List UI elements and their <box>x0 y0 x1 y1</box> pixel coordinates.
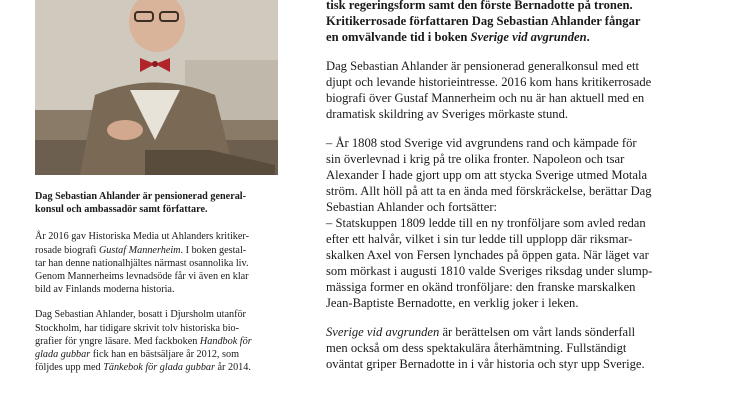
text-line: mässiga former en okänd tronföljare: den franske marskalken <box>326 280 636 294</box>
italic-title: Handbok för <box>199 335 252 347</box>
italic-title: Sverige vid avgrunden <box>326 325 440 339</box>
text-line: som mörkast i augusti 1810 valde Sveriges riksdag under slump- <box>326 264 653 278</box>
right-column <box>326 0 696 385</box>
text-line: Sverige vid avgrunden är berättelsen om vårt lands sönderfall <box>326 325 636 339</box>
text-line: följdes upp med Tänkebok för glada gubbar år 2014. <box>35 362 251 374</box>
text-line: Stockholm, har tidigare skrivit tolv historiska bio- <box>35 322 240 334</box>
text-line: Dag Sebastian Ahlander är pensionerad generalkonsul med ett <box>326 59 639 73</box>
left-paragraph-1 <box>35 230 285 296</box>
text-line: Alexander I hade gjort upp om att stycka Sverige utmed Motala <box>326 168 648 182</box>
lead-paragraph <box>326 0 696 45</box>
right-paragraph-3 <box>326 324 696 372</box>
text-line: Dag Sebastian Ahlander, bosatt i Djursholm utanför <box>35 309 246 321</box>
italic-title: glada gubbar <box>35 349 91 361</box>
italic-title: Sverige vid avgrunden <box>470 30 587 44</box>
text-line: – Statskuppen 1809 ledde till en ny tronföljare som avled redan <box>326 216 646 230</box>
text-line: tisk regeringsform samt den förste Bernadotte på tronen. <box>326 0 633 12</box>
photo-caption <box>35 190 285 216</box>
text-line: oväntat griper Bernadotte in i vår historia och styr upp Sverige. <box>326 357 645 371</box>
text-line: Sebastian Ahlander och fortsätter: <box>326 200 498 214</box>
text-line: konsul och ambassadör samt författare. <box>35 204 208 216</box>
text-line: grafier för yngre läsare. Med fackboken Handbok för <box>35 335 252 347</box>
left-paragraph-2 <box>35 308 285 374</box>
text-line: Kritikerrosade författaren Dag Sebastian Ahlander fångar <box>326 14 641 28</box>
right-paragraph-1 <box>326 58 696 122</box>
text-line: skalken Axel von Fersen lynchades på öppen gata. När läget var <box>326 248 649 262</box>
right-paragraph-2 <box>326 135 696 311</box>
text-line: Genom Mannerheims levnadsöde får vi även en klar <box>35 271 249 283</box>
text-line: tar han denne nationalhjältes närmast osannolika liv. <box>35 257 249 269</box>
left-column <box>35 190 285 386</box>
text-line: biografi över Gustaf Mannerheim och nu är han aktuell med en <box>326 91 645 105</box>
text-line: ström. Allt höll på att ta en ända med förskräckelse, berättar Dag <box>326 184 652 198</box>
text-line: bild av Finlands moderna historia. <box>35 284 175 296</box>
text-line: djupt och levande historieintresse. 2016 kom hans kritikerrosade <box>326 75 652 89</box>
italic-title: Gustaf Mannerheim <box>98 244 181 256</box>
author-photo-illustration <box>35 0 278 175</box>
text-line: Dag Sebastian Ahlander är pensionerad general- <box>35 191 247 202</box>
text-line: – År 1808 stod Sverige vid avgrundens rand och kämpade för <box>326 136 637 150</box>
text-line: År 2016 gav Historiska Media ut Ahlanders kritiker- <box>35 231 249 243</box>
author-photo <box>35 0 278 175</box>
text-line: men också om dess spektakulära återhämtning. Fullständigt <box>326 341 627 355</box>
text-line: dramatisk skildring av Sveriges mörkaste stund. <box>326 107 569 121</box>
text-line: en omvälvande tid i boken Sverige vid avgrunden. <box>326 30 590 44</box>
text-line: rosade biografi Gustaf Mannerheim. I boken gestal- <box>35 244 247 256</box>
italic-title: Tänkebok för glada gubbar <box>103 362 215 374</box>
text-line: sin överlevnad i krig på tre olika fronter. Napoleon och tsar <box>326 152 625 166</box>
text-line: efter ett halvår, vilket i sin tur ledde till upplopp där riksmar- <box>326 232 633 246</box>
text-line: glada gubbar fick han en bästsäljare år 2012, som <box>35 349 239 361</box>
text-line: Jean-Baptiste Bernadotte, en verklig joker i leken. <box>326 296 579 310</box>
